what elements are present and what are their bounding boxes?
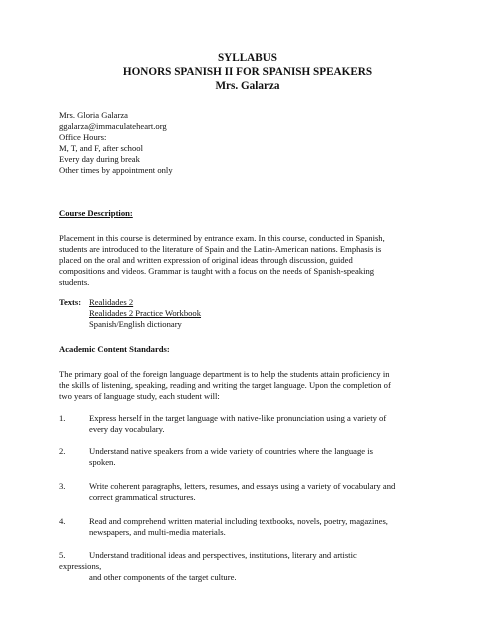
standard-line: newspapers, and multi-media materials. xyxy=(89,527,226,537)
standard-line: expressions, xyxy=(59,561,102,571)
standard-line: spoken. xyxy=(89,457,116,467)
text-item: Spanish/English dictionary xyxy=(89,319,182,329)
standard-number: 5. xyxy=(59,550,66,560)
teacher-name: Mrs. Gloria Galarza xyxy=(59,110,128,120)
office-hours-days: M, T, and F, after school xyxy=(59,143,143,153)
standard-number: 4. xyxy=(59,516,66,526)
doc-title: SYLLABUS xyxy=(217,52,278,64)
teacher-email: ggalarza@immaculateheart.org xyxy=(59,121,167,131)
standards-intro-line: The primary goal of the foreign language department is to help the students attain proficiency in xyxy=(59,369,390,379)
standard-number: 3. xyxy=(59,481,66,491)
office-hours-break: Every day during break xyxy=(59,154,140,164)
standard-number: 2. xyxy=(59,446,66,456)
course-description-heading: Course Description: xyxy=(59,208,133,218)
standards-intro-line: two years of language study, each student will: xyxy=(59,391,220,401)
text-item: Realidades 2 xyxy=(89,297,134,307)
texts-label: Texts: xyxy=(59,297,82,307)
text-item: Realidades 2 Practice Workbook xyxy=(89,308,202,318)
standards-intro-line: the skills of listening, speaking, reading and writing the target language. Upon the completion of xyxy=(59,380,391,390)
standard-line: Express herself in the target language with native-like pronunciation using a variety of xyxy=(89,413,387,423)
standard-line: Understand traditional ideas and perspectives, institutions, literary and artistic xyxy=(89,550,357,560)
course-title: HONORS SPANISH II FOR SPANISH SPEAKERS xyxy=(122,66,373,78)
standard-number: 1. xyxy=(59,413,66,423)
standard-line: and other components of the target culture. xyxy=(89,572,237,582)
teacher-title: Mrs. Galarza xyxy=(215,80,280,92)
course-description-line: students. xyxy=(59,277,90,287)
office-hours-other: Other times by appointment only xyxy=(59,165,173,175)
standards-heading: Academic Content Standards: xyxy=(59,344,170,354)
course-description-line: Placement in this course is determined by entrance exam. In this course, conducted in Spanish, xyxy=(59,233,385,243)
standard-line: Understand native speakers from a wide variety of countries where the language is xyxy=(89,446,373,456)
standard-line: Write coherent paragraphs, letters, resumes, and essays using a variety of vocabulary and xyxy=(89,481,396,491)
standard-line: Read and comprehend written material including textbooks, novels, poetry, magazines, xyxy=(89,516,388,526)
standard-line: every day vocabulary. xyxy=(89,424,165,434)
course-description-line: compositions and videos. Grammar is taught with a focus on the needs of Spanish-speaking xyxy=(59,266,375,276)
office-hours-label: Office Hours: xyxy=(59,132,107,142)
standard-line: correct grammatical structures. xyxy=(89,492,196,502)
course-description-line: students are introduced to the literature of Spain and the Latin-American nations. Emphasis is xyxy=(59,244,382,254)
course-description-line: placed on the oral and written expression of original ideas through discussion, guided xyxy=(59,255,353,265)
